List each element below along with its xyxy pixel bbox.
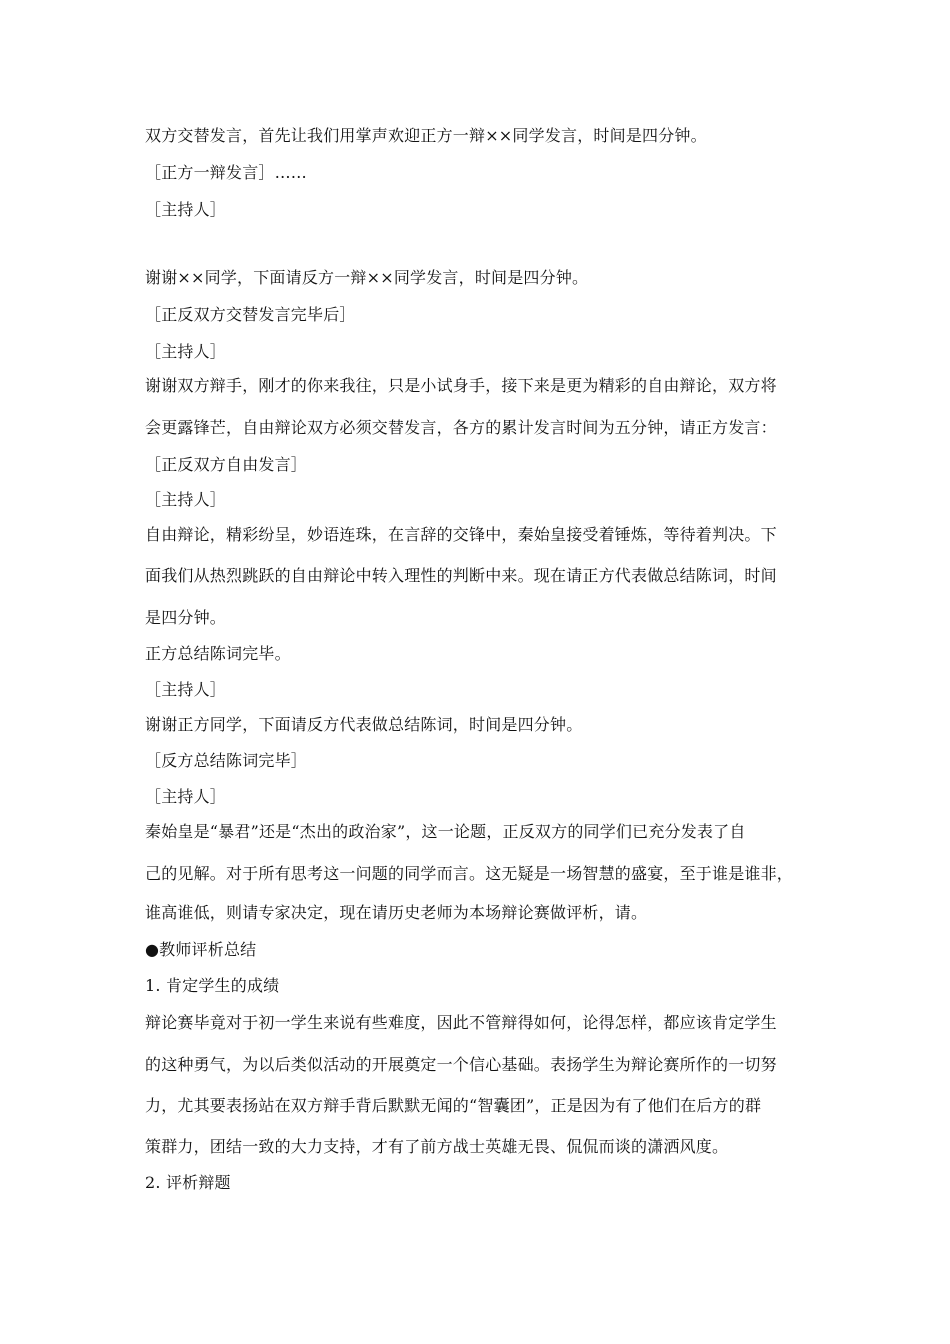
stage-direction: ［正反双方自由发言］ [145,455,308,474]
paragraph-line: 谢谢××同学，下面请反方一辩××同学发言，时间是四分钟。 [145,268,589,287]
section-heading: ●教师评析总结 [145,940,257,959]
paragraph-line: 己的见解。对于所有思考这一问题的同学而言。这无疑是一场智慧的盛宴，至于谁是谁非， [145,864,794,883]
paragraph-line: 谢谢双方辩手，刚才的你来我往，只是小试身手，接下来是更为精彩的自由辩论，双方将 [145,376,777,395]
paragraph-line: 的这种勇气，为以后类似活动的开展奠定一个信心基础。表扬学生为辩论赛所作的一切努 [145,1055,777,1074]
paragraph-line: 双方交替发言，首先让我们用掌声欢迎正方一辩××同学发言，时间是四分钟。 [145,126,707,145]
paragraph-line: 自由辩论，精彩纷呈，妙语连珠，在言辞的交锋中，秦始皇接受着锤炼，等待着判决。下 [145,525,777,544]
paragraph-line: 谁高谁低，则请专家决定，现在请历史老师为本场辩论赛做评析，请。 [145,903,648,922]
paragraph-line: 谢谢正方同学，下面请反方代表做总结陈词，时间是四分钟。 [145,715,583,734]
stage-direction: ［正反双方交替发言完毕后］ [145,305,356,324]
paragraph-line: 会更露锋芒，自由辩论双方必须交替发言，各方的累计发言时间为五分钟，请正方发言： [145,418,777,437]
speaker-label: ［主持人］ [145,490,227,509]
paragraph-line: 辩论赛毕竟对于初一学生来说有些难度，因此不管辩得如何，论得怎样，都应该肯定学生 [145,1013,777,1032]
speaker-label: ［主持人］ [145,680,227,699]
stage-direction: ［反方总结陈词完毕］ [145,751,308,770]
speaker-label: ［主持人］ [145,200,227,219]
stage-direction: ［正方一辩发言］…… [145,163,308,182]
speaker-label: ［主持人］ [145,342,227,361]
paragraph-line: 是四分钟。 [145,608,227,627]
subsection-heading: 1. 肯定学生的成绩 [145,976,280,995]
paragraph-line: 秦始皇是“暴君”还是“杰出的政治家”，这一论题，正反双方的同学们已充分发表了自 [145,822,746,841]
speaker-label: ［主持人］ [145,787,227,806]
paragraph-line: 力，尤其要表扬站在双方辩手背后默默无闻的“智囊团”，正是因为有了他们在后方的群 [145,1096,762,1115]
subsection-heading: 2. 评析辩题 [145,1173,231,1192]
paragraph-line: 正方总结陈词完毕。 [145,644,291,663]
paragraph-line: 策群力，团结一致的大力支持，才有了前方战士英雄无畏、侃侃而谈的潇洒风度。 [145,1137,729,1156]
paragraph-line: 面我们从热烈跳跃的自由辩论中转入理性的判断中来。现在请正方代表做总结陈词，时间 [145,566,777,585]
